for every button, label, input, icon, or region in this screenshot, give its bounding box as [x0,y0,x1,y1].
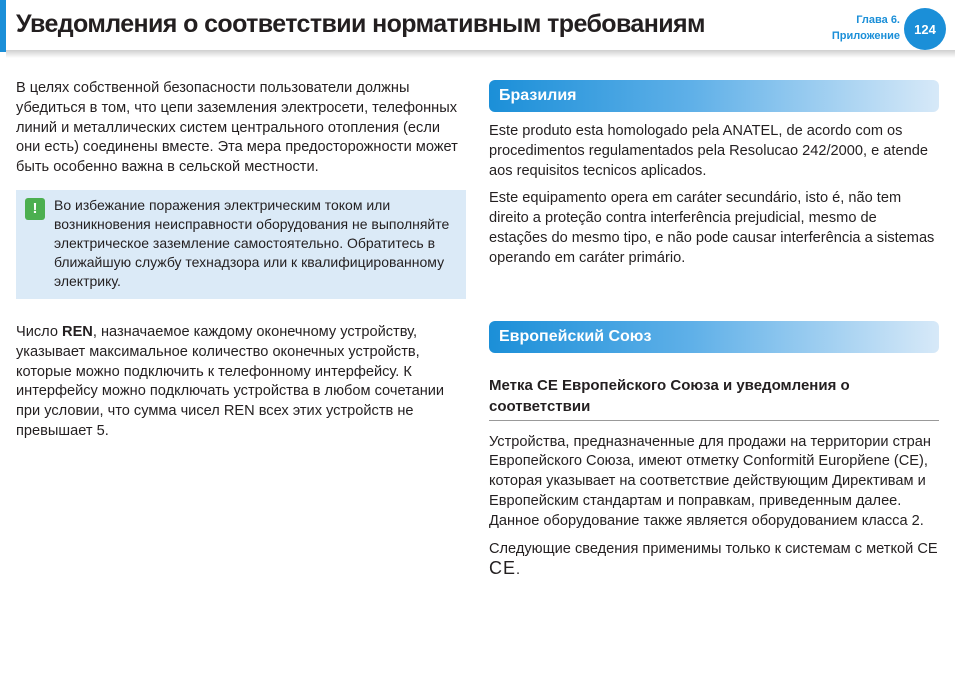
page-number-badge: 124 [904,8,946,50]
header-accent-bar [0,0,6,52]
left-column [16,79,466,450]
ren-text-end: , назначаемое каждому оконечному устройству, указывает максимальное количество оконечных устройств, которые можно подключить к телефонному интерфейсу. К интерфейсу можно подключать устройства в любом сочетании при условии, что сумма чисел REN всех этих устройств не превышает 5. [16,323,445,439]
brazil-paragraph-1: Este produto esta homologado pela ANATEL, de acordo com os procedimentos regulamentados pela Resolucao 242/2000, e atende aos requisitos tecnicos aplicados. [489,123,928,179]
section-header-brazil: Бразилия [489,80,939,112]
chapter-number: Глава 6. [856,14,900,26]
ren-text-start: Число [16,323,63,340]
eu-paragraph-1: Устройства, предназначенные для продажи на территории стран Европейского Союза, имеют отметку Conformitй Europйene (CE), которая указывает на соответствие действующим Директивам и Европейским стандартам и поправкам, приведенным далее. Данное оборудование также является оборудованием класса 2. [489,433,931,529]
eu-subtitle: Метка CE Европейского Союза и уведомления о соответствии [489,375,939,421]
header-divider [6,50,955,58]
ren-term: REN [62,323,93,340]
brazil-paragraph-2: Este equipamento opera em caráter secundário, isto é, não tem direito a proteção contra interferência prejudicial, mesmo de estações do mesmo tipo, e não pode causar interferência a sistemas operando em caráter primário. [489,190,935,266]
page-title: Уведомления о соответствии нормативным требованиям [16,10,705,38]
grounding-paragraph: В целях собственной безопасности пользователи должны убедиться в том, что цепи заземления электросети, телефонных линий и металлических систем центрального отопления (если они есть) соединены вместе. Эта мера предосторожности может быть особенно важна в сельской местности. [16,80,458,176]
eu-text-end: . [516,562,521,579]
right-column [489,80,939,589]
ce-mark-icon: CE [489,558,517,579]
ren-paragraph [16,323,466,442]
warning-note [16,190,466,299]
eu-text: Следующие сведения применимы только к системам с меткой CE [489,540,938,557]
warning-icon: ! [25,198,45,220]
chapter-name: Приложение [831,30,900,42]
eu-paragraph-2 [489,540,939,582]
chapter-label [832,12,900,44]
section-header-eu: Европейский Союз [489,321,939,353]
warning-text: Во избежание поражения электрическим током или возникновения неисправности оборудования не выполняйте электрическое заземление самостоятельно. Обратитесь в ближайшую службу технадзора или к квалифицированному электрику. [54,196,450,289]
